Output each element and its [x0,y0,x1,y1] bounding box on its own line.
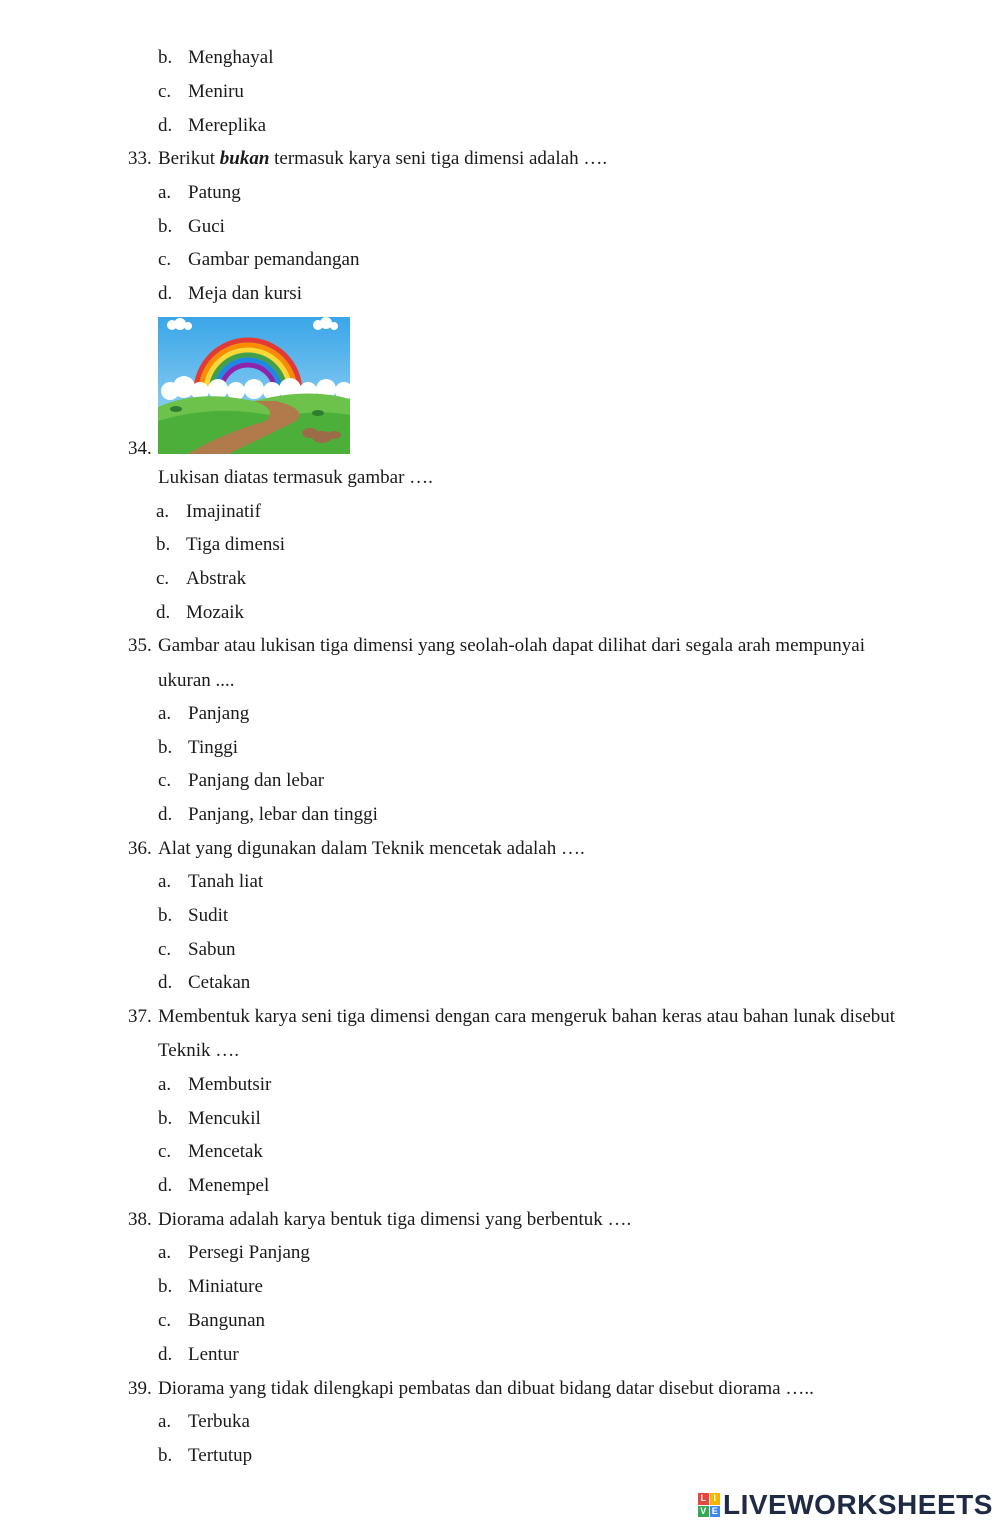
option-letter: c. [158,939,172,960]
option-letter: a. [158,1411,172,1432]
option-text: Tinggi [188,737,238,758]
option-text: Menghayal [188,47,274,68]
option-text: Panjang, lebar dan tinggi [188,804,378,825]
question-35-stem [128,635,865,657]
option-text: Menempel [188,1175,270,1196]
stem-text: Teknik …. [158,1040,239,1061]
option-text: Mencetak [188,1141,263,1162]
option-letter: c. [156,568,170,589]
liveworksheets-mark-icon [698,1493,720,1517]
option-letter: d. [158,115,173,136]
option-text: Terbuka [188,1411,250,1432]
option-letter: d. [158,1175,173,1196]
question-34-stem [158,467,433,489]
question-38-stem [128,1209,631,1231]
option-letter: b. [158,47,173,68]
option-text: Lentur [188,1344,239,1365]
option-text: Mereplika [188,115,267,136]
option-text: Meniru [188,81,244,102]
mark-letter-v: V [698,1506,709,1518]
option-letter: a. [158,182,172,203]
option-text: Abstrak [186,568,247,589]
option-text: Panjang dan lebar [188,770,325,791]
option-letter: b. [158,1276,173,1297]
option-text: Sabun [188,939,236,960]
option-text: Bangunan [188,1310,266,1331]
option-letter: d. [156,602,171,623]
option-text: Sudit [188,905,229,926]
option-letter: b. [158,1108,173,1129]
option-letter: a. [158,871,172,892]
question-number: 33. [128,148,152,169]
option-letter: d. [158,1344,173,1365]
option-letter: b. [158,905,173,926]
option-letter: c. [158,1141,172,1162]
option-letter: a. [158,1074,172,1095]
option-text: Miniature [188,1276,263,1297]
stem-text: ukuran .... [158,670,235,691]
question-34-number [128,438,152,460]
question-number: 38. [128,1209,152,1230]
rainbow-landscape-image [158,317,350,454]
option-letter: b. [158,216,173,237]
question-35-stem-cont [158,670,235,692]
stem-text: Membentuk karya seni tiga dimensi dengan cara mengeruk bahan keras atau bahan lunak disebut [158,1006,896,1027]
option-text: Gambar pemandangan [188,249,360,270]
option-letter: d. [158,972,173,993]
question-37-stem [128,1006,895,1028]
option-text: Patung [188,182,241,203]
option-text: Persegi Panjang [188,1242,310,1263]
option-text: Tertutup [188,1445,253,1466]
question-33-stem [128,148,607,170]
question-39-stem [128,1378,814,1400]
option-text: Meja dan kursi [188,283,302,304]
option-text: Tiga dimensi [186,534,286,555]
option-letter: c. [158,770,172,791]
stem-text: Lukisan diatas termasuk gambar …. [158,467,433,488]
question-number: 36. [128,838,152,859]
option-text: Membutsir [188,1074,272,1095]
liveworksheets-logo[interactable] [698,1488,993,1522]
option-text: Guci [188,216,225,237]
stem-text: Gambar atau lukisan tiga dimensi yang seolah-olah dapat dilihat dari segala arah mempunyai [158,635,865,656]
question-36-stem [128,838,585,860]
question-number: 37. [128,1006,152,1027]
stem-text: Alat yang digunakan dalam Teknik mencetak adalah …. [158,838,585,859]
option-letter: c. [158,1310,172,1331]
option-letter: b. [158,1445,173,1466]
option-letter: c. [158,81,172,102]
stem-text: termasuk karya seni tiga dimensi adalah …. [274,148,608,169]
option-letter: d. [158,804,173,825]
stem-text: Diorama adalah karya bentuk tiga dimensi yang berbentuk …. [158,1209,632,1230]
stem-text: Diorama yang tidak dilengkapi pembatas dan dibuat bidang datar disebut diorama ….. [158,1378,814,1399]
question-number: 35. [128,635,152,656]
question-number: 39. [128,1378,152,1399]
option-letter: b. [156,534,171,555]
option-text: Panjang [188,703,250,724]
option-letter: a. [158,1242,172,1263]
option-letter: a. [156,501,170,522]
option-text: Cetakan [188,972,251,993]
mark-letter-i: I [710,1493,721,1505]
option-letter: c. [158,249,172,270]
option-text: Mencukil [188,1108,261,1129]
brand-name: LIVEWORKSHEETS [723,1489,993,1520]
mark-letter-l: L [698,1493,709,1505]
question-37-stem-cont [158,1040,239,1062]
question-number: 34. [128,438,152,459]
option-letter: b. [158,737,173,758]
mark-letter-e: E [710,1506,721,1518]
option-text: Tanah liat [188,871,264,892]
stem-text: Berikut [158,148,215,169]
option-letter: d. [158,283,173,304]
option-letter: a. [158,703,172,724]
option-text: Mozaik [186,602,245,623]
stem-emphasis: bukan [219,148,270,169]
option-text: Imajinatif [186,501,261,522]
